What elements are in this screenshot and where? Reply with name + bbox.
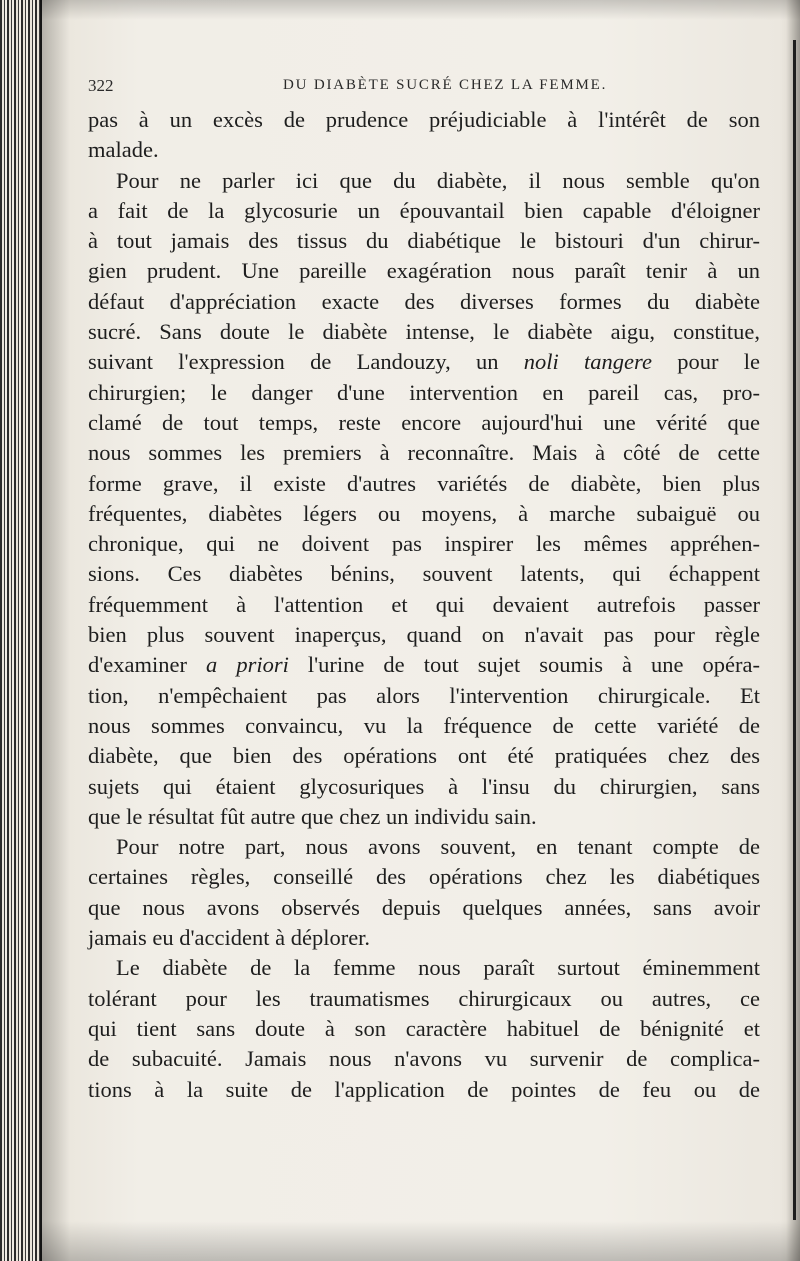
text-line: fréquemment à l'attention et qui devaient autrefois passer	[88, 591, 760, 617]
text-line: suivant l'expression de Landouzy, un noli tangere pour le	[88, 349, 760, 375]
text-line: chirurgien; le danger d'une intervention en pareil cas, pro-	[88, 379, 760, 405]
text-line: défaut d'appréciation exacte des diverses formes du diabète	[88, 288, 760, 314]
text-line: sucré. Sans doute le diabète intense, le diabète aigu, constitue,	[88, 319, 760, 345]
text-line: nous sommes convaincu, vu la fréquence de cette variété de	[88, 712, 760, 738]
text-line: chronique, qui ne doivent pas inspirer les mêmes appréhen-	[88, 531, 760, 557]
body-text	[88, 105, 760, 1105]
text-line: tion, n'empêchaient pas alors l'intervention chirurgicale. Et	[88, 682, 760, 708]
text-line: qui tient sans doute à son caractère habituel de bénignité et	[88, 1015, 760, 1041]
text-line: de subacuité. Jamais nous n'avons vu survenir de complica-	[88, 1046, 760, 1072]
running-head: DU DIABÈTE SUCRÉ CHEZ LA FEMME.	[283, 77, 608, 93]
text-line: clamé de tout temps, reste encore aujourd'hui une vérité que	[88, 409, 760, 435]
page-number: 322	[88, 76, 114, 95]
text-line: tolérant pour les traumatismes chirurgicaux ou autres, ce	[88, 985, 760, 1011]
text-line: sions. Ces diabètes bénins, souvent latents, qui échappent	[88, 561, 760, 587]
top-shadow	[40, 0, 800, 20]
text-line: fréquentes, diabètes légers ou moyens, à marche subaiguë ou	[88, 500, 760, 526]
text-line: pas à un excès de prudence préjudiciable à l'intérêt de son	[88, 107, 760, 132]
text-line: gien prudent. Une pareille exagération nous paraît tenir à un	[88, 258, 760, 284]
text-line: bien plus souvent inaperçus, quand on n'avait pas pour règle	[88, 622, 760, 648]
italic-phrase: noli tangere	[523, 349, 652, 375]
text-line: malade.	[88, 137, 159, 163]
text-line: sujets qui étaient glycosuriques à l'insu du chirurgien, sans	[88, 773, 760, 799]
text-line: Le diabète de la femme nous paraît surtout éminemment	[116, 955, 760, 981]
text-line: que nous avons observés depuis quelques années, sans avoir	[88, 894, 760, 920]
italic-phrase: a priori	[206, 652, 289, 678]
text-line: jamais eu d'accident à déplorer.	[88, 925, 371, 951]
text-line: d'examiner a priori l'urine de tout sujet soumis à une opéra-	[88, 652, 761, 678]
text-line: forme grave, il existe d'autres variétés de diabète, bien plus	[88, 470, 760, 496]
text-line: que le résultat fût autre que chez un individu sain.	[88, 803, 537, 829]
text-line: Pour notre part, nous avons souvent, en tenant compte de	[116, 834, 760, 860]
text-line: Pour ne parler ici que du diabète, il nous semble qu'on	[116, 167, 760, 193]
bottom-shadow	[40, 1221, 800, 1261]
text-line: tions à la suite de l'application de pointes de feu ou de	[88, 1076, 760, 1102]
text-line: diabète, que bien des opérations ont été pratiquées chez des	[88, 743, 760, 769]
right-edge-line	[793, 40, 796, 1220]
text-line: à tout jamais des tissus du diabétique le bistouri d'un chirur-	[88, 228, 760, 254]
gutter-shadow	[40, 0, 70, 1261]
page-header	[88, 76, 760, 100]
text-line: certaines règles, conseillé des opérations chez les diabétiques	[88, 864, 760, 890]
text-line: nous sommes les premiers à reconnaître. Mais à côté de cette	[88, 440, 760, 466]
text-line: a fait de la glycosurie un épouvantail bien capable d'éloigner	[88, 197, 760, 223]
book-binding-edge	[0, 0, 42, 1261]
